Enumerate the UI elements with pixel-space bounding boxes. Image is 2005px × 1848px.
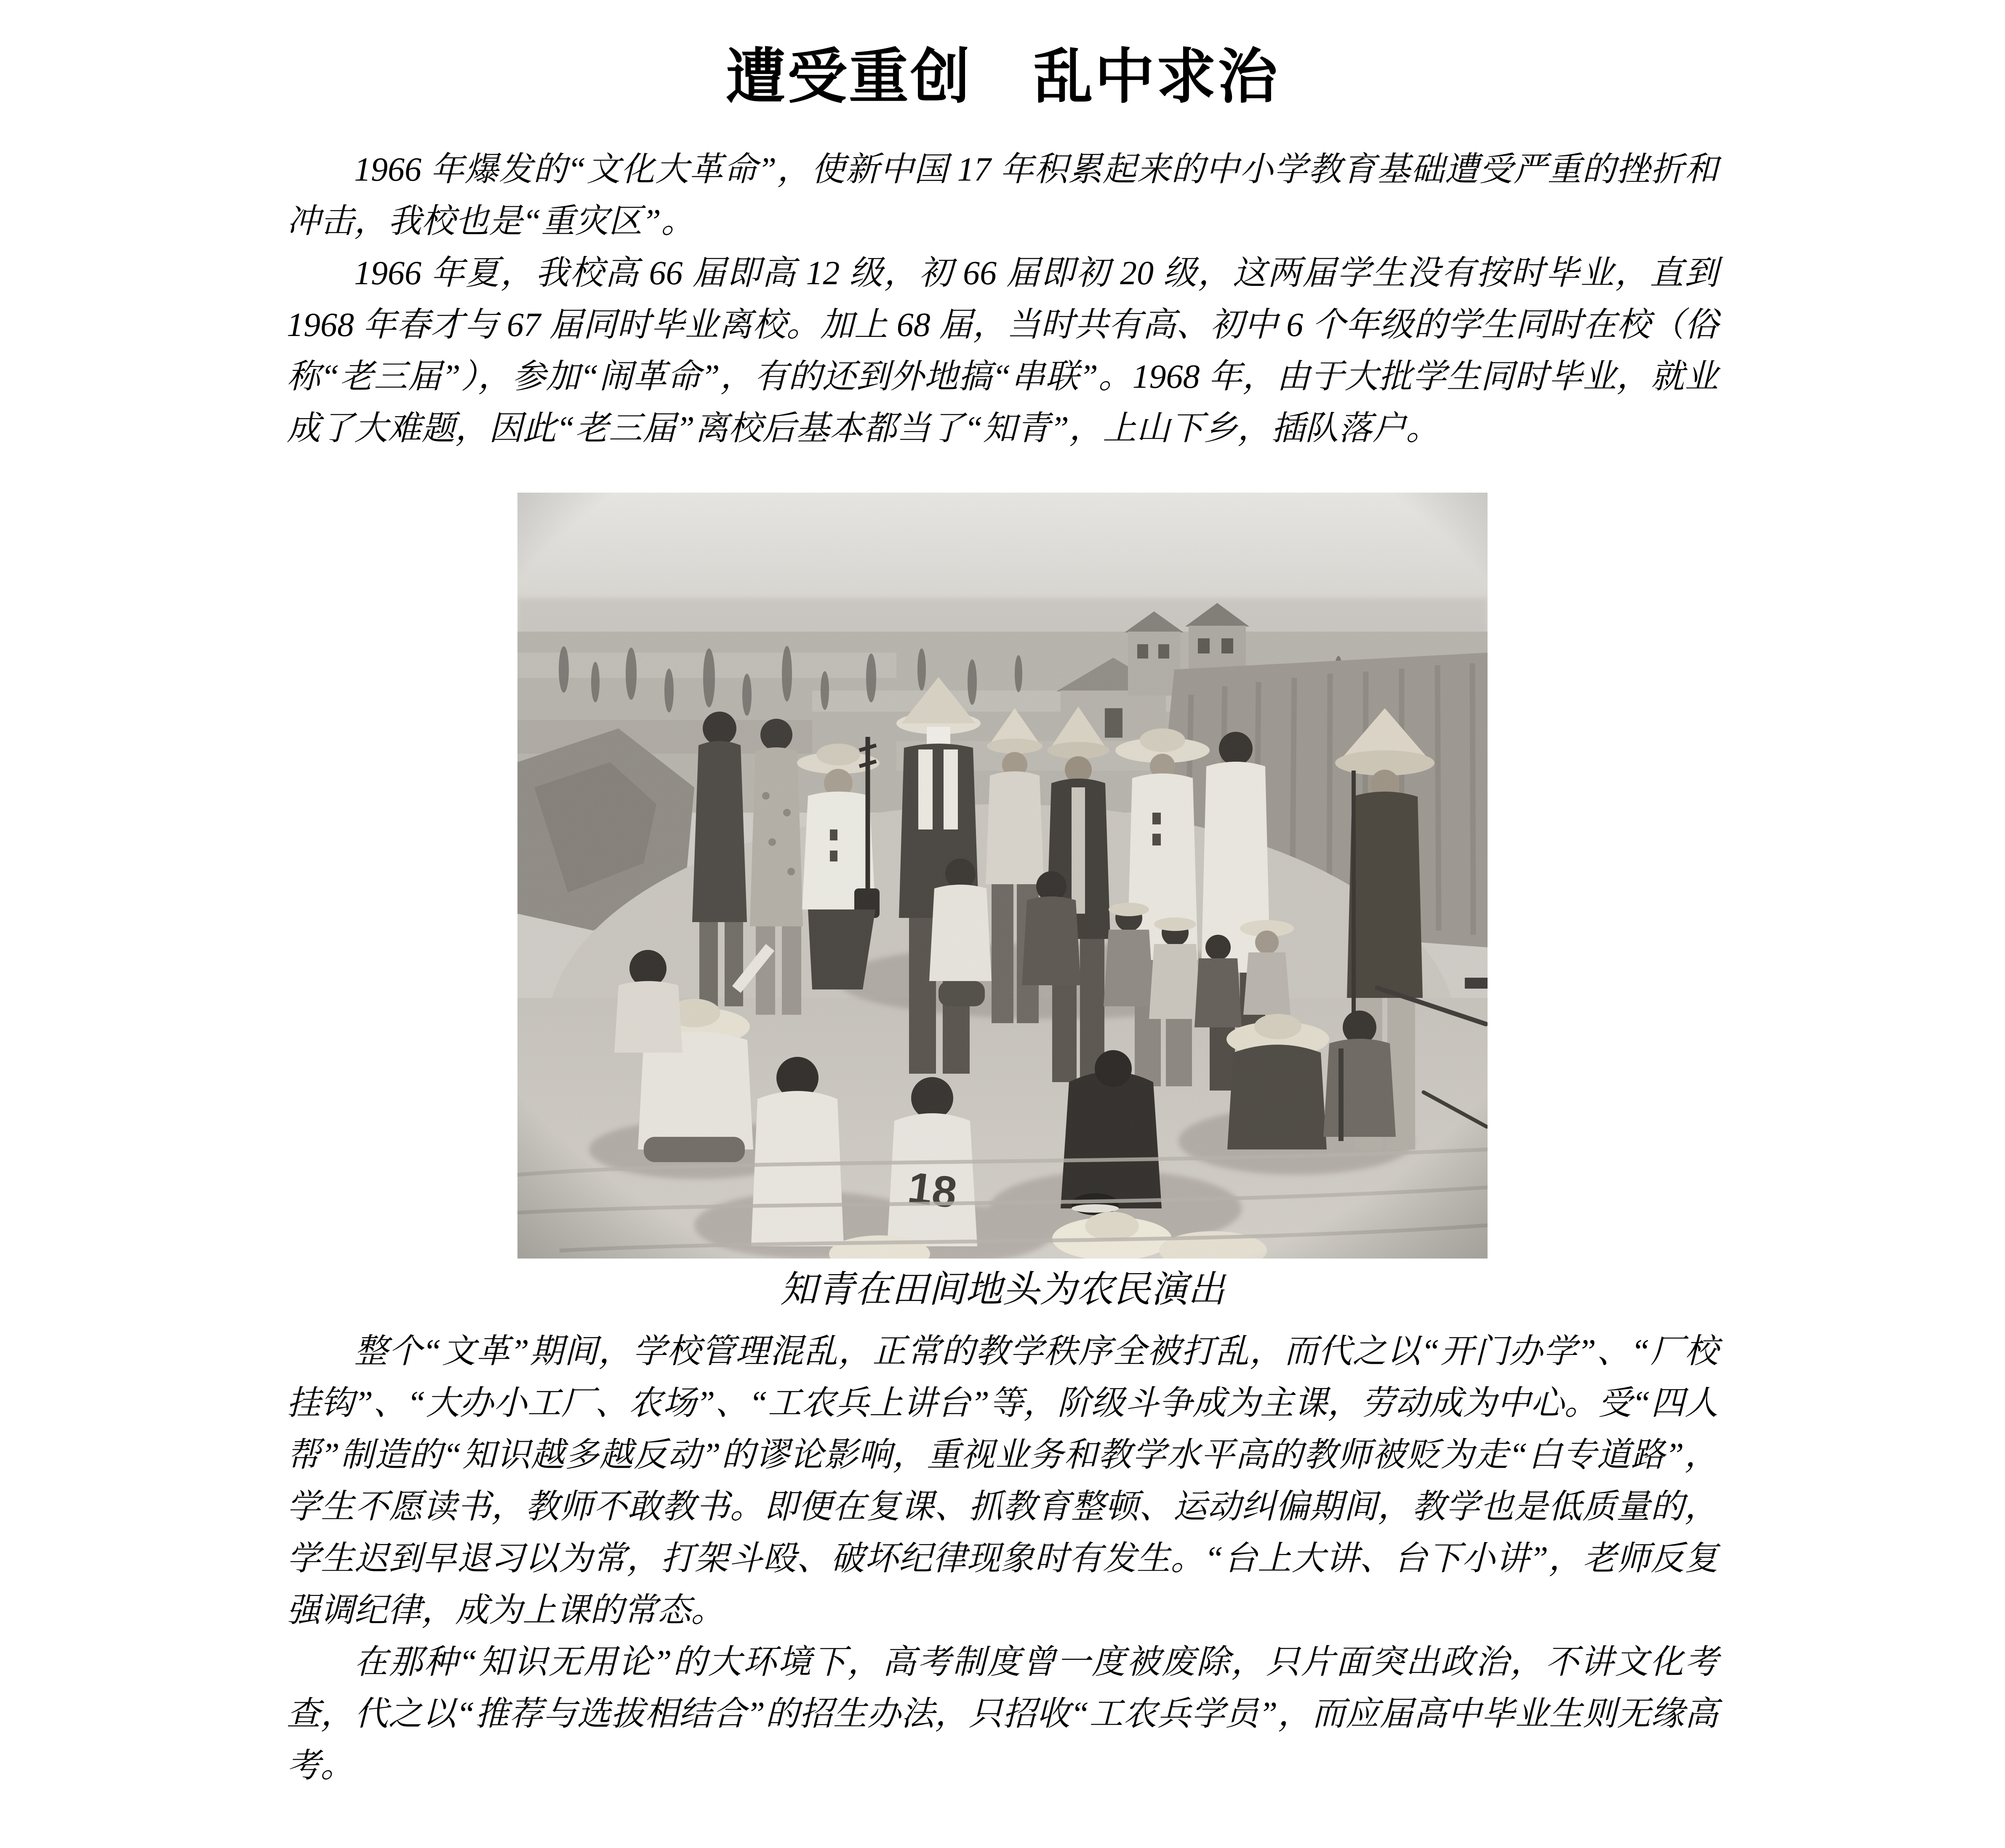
page-title: 遭受重创 乱中求治 (726, 43, 1279, 110)
photo-figure (517, 493, 1488, 1313)
document-page (287, 0, 1718, 1792)
photo-caption: 知青在田间地头为农民演出 (780, 1269, 1225, 1310)
vignette-overlay (517, 493, 1488, 1259)
paragraph-1: 1966 年爆发的“文化大革命”，使新中国 17 年积累起来的中小学教育基础遭受严重的挫折和冲击，我校也是“重灾区”。 (287, 151, 1718, 240)
field-performance-photo (517, 493, 1488, 1259)
paragraph-4: 在那种“知识无用论”的大环境下，高考制度曾一度被废除，只片面突出政治，不讲文化考查，代之以“推荐与选拔相结合”的招生办法，只招收“工农兵学员”，而应届高中毕业生则无缘高考。 (287, 1644, 1718, 1784)
paragraph-3: 整个“文革”期间，学校管理混乱，正常的教学秩序全被打乱，而代之以“开门办学”、“厂校挂钩”、“大办小工厂、农场”、“工农兵上讲台”等，阶级斗争成为主课，劳动成为中心。受“四人帮”制造的“知识越多越反动”的谬论影响，重视业务和教学水平高的教师被贬为走“白专道路”，学生不愿读书，教师不敢教书。即便在复课、抓教育整顿、运动纠偏期间，教学也是低质量的，学生迟到早退习以为常，打架斗殴、破坏纪律现象时有发生。“台上大讲、台下小讲”，老师反复强调纪律，成为上课的常态。 (287, 1333, 1718, 1629)
paragraph-2: 1966 年夏，我校高 66 届即高 12 级，初 66 届即初 20 级，这两届学生没有按时毕业，直到 1968 年春才与 67 届同时毕业离校。加上 68 届，当时共有高、初中 6 个年级的学生同时在校（俗称“老三届”），参加“闹革命”，有的还到外地搞“串联”。1968 年，由于大批学生同时毕业，就业成了大难题，因此“老三届”离校后基本都当了“知青”，上山下乡，插队落户。 (287, 255, 1718, 447)
